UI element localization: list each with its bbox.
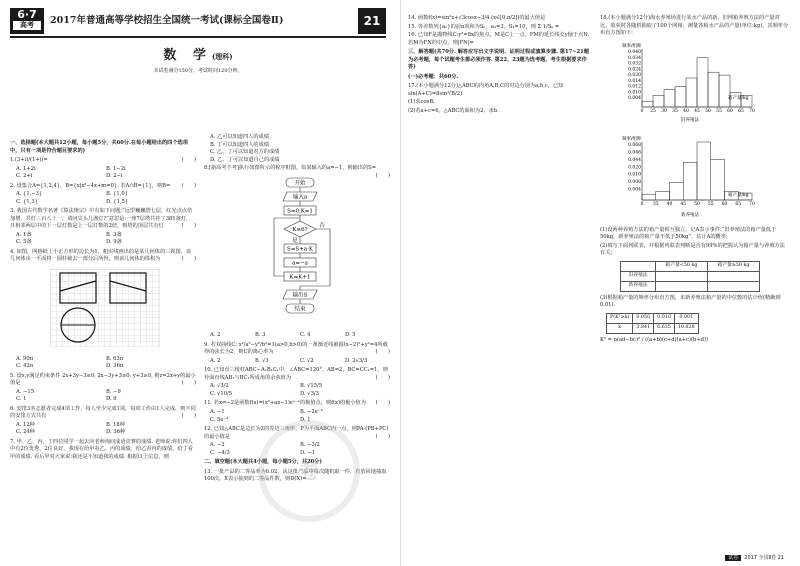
hist-bar: [675, 86, 686, 106]
flowchart-figure: [260, 176, 340, 326]
y-tick-label: 0.008: [628, 180, 641, 186]
hist-bar: [686, 78, 697, 107]
question-14: 14. 函数f(x)=sin²x+√3cosx−3/4 (x∈[0,π/2])的最大值是: [408, 15, 546, 21]
svg-text:S=S+a·K: S=S+a·K: [287, 246, 313, 253]
hist-bar: [708, 72, 719, 107]
exam-header: [10, 6, 386, 38]
exam-title: 2017年普通高等学校招生全国统一考试(课标全国卷Ⅱ): [50, 15, 284, 26]
y-tick-label: 0.046: [628, 150, 641, 156]
chi-square-formula: K² = n(ad−bc)² / ((a+b)(c+d)(a+c)(b+d)): [600, 336, 709, 343]
subject-title: 数 学(理科): [163, 48, 233, 63]
x-tick-label: 70: [749, 108, 755, 114]
question-4: 4. 如图，网格纸上小正方形的边长为1，粗实线画出的是某几何体的三视图，该几何体由一平面将一圆柱截去一部分后所得，则该几何体的体积为 ( ): [10, 248, 196, 263]
options: A. −2 B. −3/2 C. −4/3 D. −1: [210, 442, 320, 456]
svg-text:否: 否: [319, 222, 325, 229]
question-8: 8.[新高考不考]执行如图所示的程序框图，如果输入的a=−1，则输出的S= ( ): [204, 165, 390, 179]
hist-bar: [656, 191, 670, 200]
histogram-old-method: [620, 41, 770, 129]
question-18: 18.(本小题满分12分)海水养殖场进行某水产品的新、旧网箱养殖方法的产量对比，收获时各随机抽取了100个网箱，测量各箱水产品的产量(单位:kg)，其频率分布直方图如下:: [600, 15, 789, 37]
y-tick-label: 0.010: [628, 90, 641, 96]
hist-bar: [642, 194, 656, 200]
hist-bar: [664, 89, 675, 106]
y-tick-label: 0.034: [628, 55, 641, 61]
hist-new-ylabel: 频率/组距: [622, 137, 642, 143]
options: A. 12种 B. 18种 C. 24种 D. 36种: [16, 421, 126, 436]
question-13: 13. 一批产品的二等品率为0.02，从这批产品中每次随机取一件，有放回地抽取100次，X表示抽到的二等品件数，则D(X)=: [204, 468, 387, 483]
x-tick-label: 30: [661, 108, 667, 114]
question-6: 6. 安排3名志愿者完成4项工作，每人至少完成1项，每项工作由1人完成，则不同的安排方式共有 ( ): [10, 405, 196, 420]
question-17: 17.(本小题满分12分)△ABC的内角A,B,C的对边分别为a,b,c，已知sin(A+C)=8sin²(B/2).: [408, 83, 564, 97]
y-tick-label: 0.004: [628, 187, 641, 193]
y-tick-label: 0.032: [628, 61, 641, 67]
histogram-new-method: [620, 134, 770, 222]
question-3: 3. 我国古代数学名著《算法统宗》中有如下问题:“远望巍巍塔七层，红光点点倍加增，共灯三百八十一，请问尖头几盏灯?”意思是:一座7层塔共挂了381盏灯，且相邻两层中的下一层灯数是上一层灯数的2倍，则塔的顶层共有灯 ( ): [10, 208, 196, 230]
right-column-1: [408, 14, 594, 116]
y-tick-label: 0.012: [628, 84, 641, 90]
page-number-badge: 21: [358, 8, 386, 34]
options: A. 2 B. √3 C. √2 D. 2√3/3: [210, 357, 368, 364]
critical-value-table: P(K²≥k) 0.050 0.010 0.001 k 3.841 6.635 10.828: [606, 313, 699, 334]
svg-text:K=K+1: K=K+1: [289, 274, 311, 281]
question-5: 5. 设x,y满足约束条件 2x+3y−3≤0, 2x−3y+3≥0, y+3≥0, 则z=2x+y的最小值是 ( ): [10, 372, 196, 387]
options: A. −15 B. −9 C. 1 D. 9: [16, 388, 121, 403]
options: A. 1+2i B. 1−2i C. 2+i D. 2−i: [16, 165, 126, 180]
three-view-grid-figure: [50, 269, 160, 347]
logo-badge: 6·7 高考: [10, 8, 44, 34]
x-tick-label: 65: [735, 202, 742, 208]
hist-bar: [697, 57, 708, 106]
y-tick-label: 0.020: [628, 72, 641, 78]
question-18-part-2: (2)填写下面列联表，并根据列联表判断是否有99%的把握认为箱产量与养殖方法有关;: [600, 242, 785, 257]
x-tick-label: 65: [738, 108, 744, 114]
y-tick-label: 0.004: [628, 95, 641, 101]
hist-new-title: 新养殖法: [681, 213, 699, 219]
x-tick-label: 25: [650, 108, 656, 114]
question-7: 7. 甲、乙、丙、丁四位同学一起去向老师询问成语竞赛的成绩. 老师说:你们四人中有2位优秀，2位良好，我现在给甲看乙、丙的成绩，给乙看丙的成绩，给丁看甲的成绩. 看后甲对大家说:我还是不知道我的成绩. 根据以上信息，则: [10, 438, 193, 460]
hist-old-ylabel: 频率/组距: [622, 43, 642, 49]
right-column-2: [600, 14, 790, 345]
hist-old-title: 旧养殖法: [681, 117, 699, 123]
question-18-part-3: (3)根据箱产量的频率分布直方图，求新养殖法箱产量的中位数的估计值(精确到0.01).: [600, 294, 781, 309]
y-tick-label: 0.020: [628, 165, 641, 171]
watermark-seal: 卷: [258, 420, 360, 522]
x-tick-label: 45: [694, 108, 700, 114]
x-tick-label: 45: [680, 202, 687, 208]
hist-bar: [697, 142, 711, 200]
hist-new-xlabel: 箱产量/kg: [728, 193, 749, 199]
svg-text:K≤6?: K≤6?: [292, 226, 308, 233]
y-tick-label: 0.044: [628, 157, 641, 163]
q7-options: A. 乙可以知道四人的成绩 B. 丁可以知道四人的成绩 C. 乙、丁可以知道对方的成绩 D. 乙、丁可以知道自己的成绩: [210, 134, 280, 163]
question-17-part-2: (2)若a+c=6，△ABC的面积为2，求b.: [408, 107, 499, 114]
question-1: 1.(3+i)/(1+i)= ( ): [10, 157, 196, 164]
x-tick-label: 60: [727, 108, 733, 114]
x-tick-label: 60: [721, 202, 728, 208]
hist-bar: [642, 101, 653, 107]
hist-bar: [711, 160, 725, 201]
hist-bar: [653, 95, 664, 107]
x-tick-label: 40: [666, 202, 673, 208]
options: A. 1盏 B. 3盏 C. 5盏 D. 9盏: [16, 231, 122, 246]
hist-old-xlabel: 箱产量/kg: [728, 95, 749, 101]
y-tick-label: 0.040: [628, 49, 641, 55]
hist-bar: [719, 75, 730, 107]
x-tick-label: 0: [640, 108, 644, 114]
y-tick-label: 0.068: [628, 143, 641, 149]
options: A. 90π B. 63π C. 42π D. 36π: [16, 355, 124, 370]
question-9: 9. 若双曲线C: x²/a²−y²/b²=1(a>0,b>0)的一条渐近线被圆(x−2)²+y²=4所截得的弦长为2，则C的离心率为 ( ): [204, 341, 390, 356]
x-tick-label: 35: [652, 202, 659, 208]
section-heading: 二、填空题(本大题共4小题，每小题5分，共20分): [204, 459, 322, 466]
options: A. √3/2 B. √15/5 C. √10/5 D. √3/3: [210, 383, 323, 397]
y-tick-label: 0.014: [628, 78, 641, 84]
x-tick-label: 70: [749, 202, 755, 208]
x-tick-label: 55: [716, 108, 722, 114]
x-tick-label: 50: [705, 108, 711, 114]
page-footer: 试卷 2017 全国Ⅱ卷 21: [725, 555, 784, 562]
svg-text:开始: 开始: [294, 180, 306, 187]
options: A. −1 B. −2e⁻³ C. 5e⁻³ D. 1: [210, 408, 323, 423]
svg-text:输出S: 输出S: [292, 292, 308, 299]
x-tick-label: 50: [694, 202, 700, 208]
question-11: 11. 若x=−2是函数f(x)=(x²+ax−1)eˣ⁻¹的极值点，则f(x)的极小值为 ( ): [204, 400, 390, 407]
y-tick-label: 0.010: [628, 172, 641, 178]
question-10: 10. 已知直三棱柱ABC−A₁B₁C₁中，∠ABC=120°，AB=2，BC=CC₁=1，则异面直线AB₁与BC₁所成角的余弦值为 ( ): [204, 367, 390, 381]
left-column-1: [10, 138, 196, 462]
x-tick-label: 0: [640, 202, 644, 208]
contingency-table: 箱产量<50 kg 箱产量≥50 kg 旧养殖法 新养殖法: [620, 261, 760, 292]
x-tick-label: 40: [683, 108, 689, 114]
question-2: 2. 设集合A={1,2,4}，B={x|x²−4x+m=0}. 若A∩B={1}，则B= ( ): [10, 182, 196, 189]
svg-text:a=−a: a=−a: [292, 260, 308, 267]
hist-bar: [670, 183, 684, 200]
required-heading: (一)必考题：共60分.: [408, 73, 459, 80]
section-heading: 三、解答题(共70分. 解答应写出文字说明、证明过程或演算步骤. 第17~21题为必考题，每个试题考生都必须作答. 第22、23题为选考题，考生根据要求作答): [408, 49, 589, 71]
section-heading: 一、选择题(本大题共12小题，每小题5分，共60分.在每小题给出的四个选项中，只有一项是符合题目要求的): [10, 140, 188, 154]
x-tick-label: 35: [672, 108, 678, 114]
x-tick-label: 55: [707, 202, 714, 208]
options: A. {1,−3} B. {1,0} C. {1,3} D. {1,5}: [16, 191, 129, 205]
svg-text:输入a: 输入a: [292, 194, 308, 201]
question-17-part-1: (1)求cosB;: [408, 99, 435, 106]
question-15: 15. 等差数列{aₙ}的前n项和为Sₙ，a₃=3，S₄=10，则 Σ 1/Sₖ =: [408, 23, 560, 30]
exam-note: 本试卷满分150分，考试时间120分钟。: [153, 67, 243, 74]
options: A. 2 B. 3 C. 4 D. 5: [210, 332, 356, 339]
y-tick-label: 0.024: [628, 66, 641, 72]
svg-text:是: 是: [292, 237, 298, 244]
question-12: 12. 已知△ABC是边长为2的等边三角形，P为平面ABC内一点，则PA·(PB+PC)的最小值是 ( ): [204, 426, 390, 440]
question-16: 16. 已知F是抛物线C:y²=8x的焦点，M是C上一点，FM的延长线交y轴于点N. 若M为FN的中点，则|FN|=: [408, 32, 590, 46]
svg-text:S=0,K=1: S=0,K=1: [287, 208, 313, 215]
question-18-part-1: (1)设两种养殖方法的箱产量相互独立，记A表示事件:“旧养殖法的箱产量低于50kg，新养殖法的箱产量不低于50kg”，估计A的概率;: [600, 226, 777, 241]
svg-text:结束: 结束: [294, 306, 306, 313]
hist-bar: [683, 162, 697, 200]
